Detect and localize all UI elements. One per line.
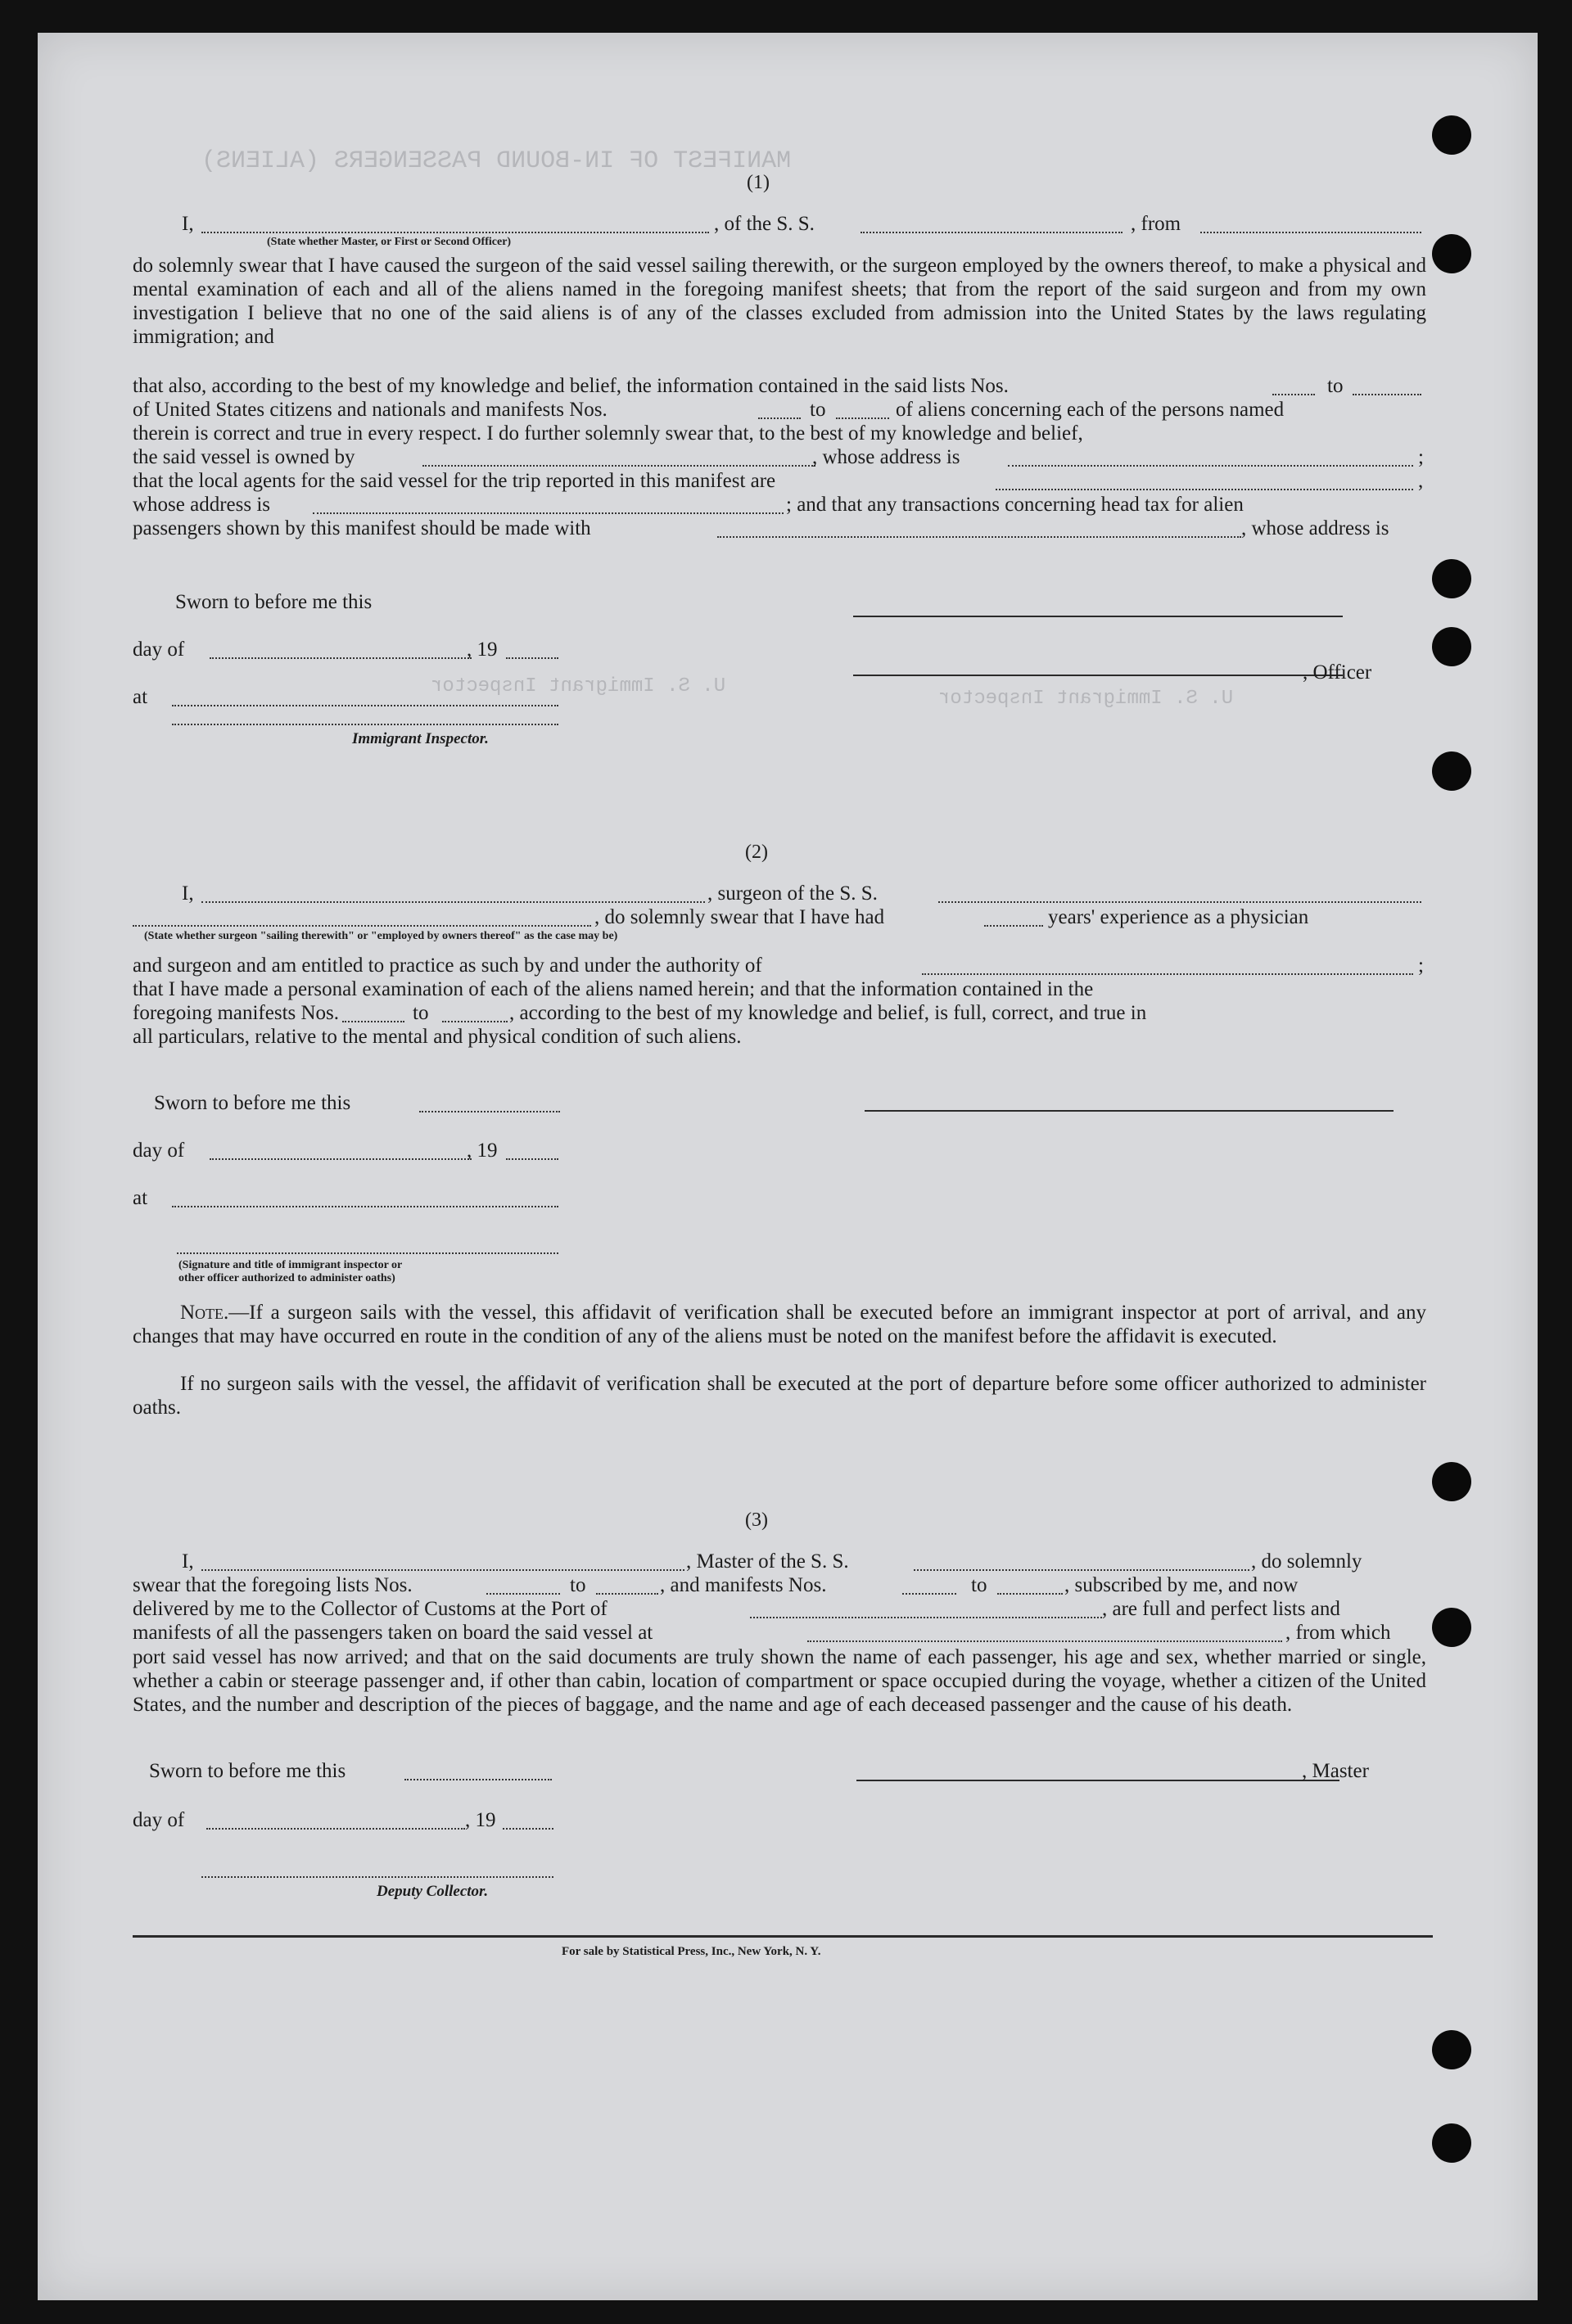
s2-note-paragraph-2: If no surgeon sails with the vessel, the affidavit of verification shall be executed at the port of departure before some officer authorized to administer oaths. bbox=[133, 1373, 1426, 1419]
s1-line-lists: that also, according to the best of my knowledge and belief, the information contained in the said lists Nos. bbox=[133, 375, 1009, 397]
s2-at-field[interactable] bbox=[172, 1206, 558, 1207]
s3-master-of-ss: , Master of the S. S. bbox=[686, 1550, 849, 1573]
s2-manifests-to: to bbox=[413, 1002, 429, 1024]
s2-vessel-name-field[interactable] bbox=[938, 901, 1421, 903]
s1-lists-to-field[interactable] bbox=[1353, 394, 1421, 395]
punch-hole bbox=[1432, 1462, 1471, 1501]
s2-sworn-label: Sworn to before me this bbox=[154, 1092, 351, 1114]
s3-manifests-from-field[interactable] bbox=[902, 1593, 956, 1595]
bleed-through-text: U. S. Immigrant Inspector bbox=[938, 688, 1234, 710]
s3-deputy-signature-line[interactable] bbox=[201, 1876, 553, 1878]
punch-hole bbox=[1432, 559, 1471, 598]
footer-imprint: For sale by Statistical Press, Inc., New York, N. Y. bbox=[562, 1945, 821, 1958]
s2-examination-line: that I have made a personal examination of each of the aliens named herein; and that the information contained in the bbox=[133, 978, 1094, 1000]
s2-year-field[interactable] bbox=[506, 1158, 558, 1160]
s3-master-signature-line[interactable] bbox=[856, 1780, 1339, 1781]
s3-lists-to-field[interactable] bbox=[596, 1593, 658, 1595]
s1-manifests-to-field[interactable] bbox=[836, 417, 889, 419]
punch-hole bbox=[1432, 627, 1471, 666]
s3-manifests-to: to bbox=[971, 1574, 987, 1596]
s1-lists-from-field[interactable] bbox=[1272, 394, 1315, 395]
s2-note-paragraph bbox=[133, 1301, 1426, 1348]
s1-year-label: , 19 bbox=[467, 639, 498, 661]
s2-note-text: —If a surgeon sails with the vessel, this affidavit of verification shall be executed before an immigrant inspector at port of arrival, and any changes that may have occurred en route in the condition of any of the aliens must be noted on the manifest before the affidavit is executed. bbox=[133, 1302, 1426, 1347]
s2-according: , according to the best of my knowledge and belief, is full, correct, and true in bbox=[509, 1002, 1147, 1024]
s1-at-field[interactable] bbox=[172, 705, 558, 706]
s2-manifests-from-field[interactable] bbox=[342, 1021, 404, 1022]
s1-manifests-to: to bbox=[810, 399, 826, 421]
s2-note-label: Note. bbox=[180, 1302, 229, 1324]
s1-agents-field[interactable] bbox=[996, 489, 1413, 490]
s1-inspector-signature-line[interactable] bbox=[172, 724, 558, 725]
s2-solemnly-swear: , do solemnly swear that I have had bbox=[594, 906, 885, 928]
s3-paragraph: port said vessel has now arrived; and that on the said documents are truly shown the name of each passenger, his age and sex, whether married or single, whether a cabin or steerage passenger and, if other than cabin, location of compartment or space occupied during the voyage, whether a citizen of the United States, and the number and description of the pieces of baggage, and the name and age of each deceased passenger and the cause of his death. bbox=[133, 1646, 1426, 1716]
s1-from-label: , from bbox=[1131, 213, 1181, 235]
punch-hole bbox=[1432, 115, 1471, 155]
s1-day-field[interactable] bbox=[210, 657, 472, 659]
s1-line-therein: therein is correct and true in every respect. I do further solemnly swear that, to the best of my knowledge and belief, bbox=[133, 422, 1083, 444]
s1-contact-address-label: , whose address is bbox=[1241, 517, 1389, 539]
punch-hole bbox=[1432, 751, 1471, 791]
s2-surgeon-name-field[interactable] bbox=[201, 901, 705, 903]
s3-subscribed: , subscribed by me, and now bbox=[1064, 1574, 1299, 1596]
s1-officer-name-field[interactable] bbox=[201, 232, 709, 233]
s2-years-experience: years' experience as a physician bbox=[1048, 906, 1309, 928]
s3-lists-from-field[interactable] bbox=[486, 1593, 560, 1595]
s1-paragraph: do solemnly swear that I have caused the surgeon of the said vessel sailing therewith, or the surgeon employed by the owners thereof, to make a physical and mental examination of each and all of the aliens named in the foregoing manifest sheets; that from the report of the said surgeon and from my own investigation I believe that no one of the said aliens is of any of the classes excluded from admission into the United States by the laws regulating immigration; and bbox=[133, 255, 1426, 348]
section-1-number: (1) bbox=[747, 172, 770, 193]
s3-boarding-port-field[interactable] bbox=[807, 1640, 1282, 1642]
s1-line-manifests: of United States citizens and nationals and manifests Nos. bbox=[133, 399, 608, 421]
s3-i-label: I, bbox=[182, 1550, 194, 1573]
s3-from-which: , from which bbox=[1285, 1622, 1391, 1644]
s2-surgeon-note: (State whether surgeon "sailing therewith" or "employed by owners thereof" as the case may be) bbox=[144, 930, 618, 942]
s3-lists-to: to bbox=[570, 1574, 586, 1596]
s3-sworn-field[interactable] bbox=[404, 1779, 552, 1780]
s3-swear-lists: swear that the foregoing lists Nos. bbox=[133, 1574, 413, 1596]
s3-manifests-line: manifests of all the passengers taken on board the said vessel at bbox=[133, 1622, 653, 1644]
s1-i-label: I, bbox=[182, 213, 194, 235]
s3-and-manifests: , and manifests Nos. bbox=[660, 1574, 827, 1596]
s1-owned-by: the said vessel is owned by bbox=[133, 446, 355, 468]
s2-day-of-label: day of bbox=[133, 1139, 185, 1162]
s1-aliens-concerning: of aliens concerning each of the persons named bbox=[896, 399, 1285, 421]
section-3-number: (3) bbox=[745, 1509, 768, 1531]
s2-at-label: at bbox=[133, 1187, 148, 1209]
s2-sworn-field[interactable] bbox=[419, 1111, 560, 1112]
s1-semicolon: ; bbox=[1418, 446, 1424, 468]
s2-manifests-label: foregoing manifests Nos. bbox=[133, 1002, 340, 1024]
s1-owner-field[interactable] bbox=[422, 465, 815, 467]
s3-sworn-label: Sworn to before me this bbox=[149, 1760, 346, 1782]
s1-year-field[interactable] bbox=[506, 657, 558, 659]
s1-owner-address-field[interactable] bbox=[1008, 465, 1413, 467]
s1-manifests-from-field[interactable] bbox=[758, 417, 801, 419]
s2-surgeon-signature-line[interactable] bbox=[865, 1110, 1394, 1112]
s2-i-label: I, bbox=[182, 882, 194, 905]
s1-head-tax-contact-field[interactable] bbox=[717, 536, 1241, 538]
s3-year-field[interactable] bbox=[503, 1828, 553, 1830]
s3-port-field[interactable] bbox=[750, 1617, 1102, 1618]
s1-agents-line: that the local agents for the said vessel for the trip reported in this manifest are bbox=[133, 470, 776, 492]
s2-inspector-signature-line[interactable] bbox=[177, 1252, 558, 1254]
s1-officer-note: (State whether Master, or First or Second Officer) bbox=[267, 236, 512, 248]
s3-year-label: , 19 bbox=[465, 1809, 496, 1831]
s1-agents-address-field[interactable] bbox=[313, 512, 784, 514]
bleed-through-text: U. S. Immigrant Inspector bbox=[431, 675, 726, 697]
s2-sig-note-1: (Signature and title of immigrant inspector or bbox=[178, 1259, 403, 1271]
s1-lists-to: to bbox=[1327, 375, 1344, 397]
document-page bbox=[38, 33, 1538, 2300]
punch-hole bbox=[1432, 2123, 1471, 2163]
s2-practice-line: and surgeon and am entitled to practice as such by and under the authority of bbox=[133, 954, 762, 977]
s1-officer-label: , Officer bbox=[1303, 661, 1372, 684]
s2-manifests-to-field[interactable] bbox=[442, 1021, 508, 1022]
s2-semicolon: ; bbox=[1418, 954, 1424, 977]
punch-hole bbox=[1432, 2030, 1471, 2069]
s1-passengers-line: passengers shown by this manifest should be made with bbox=[133, 517, 591, 539]
s1-at-label: at bbox=[133, 686, 148, 708]
punch-hole bbox=[1432, 1608, 1471, 1647]
s3-day-field[interactable] bbox=[206, 1828, 465, 1830]
s1-inspector-label: Immigrant Inspector. bbox=[352, 730, 489, 747]
s1-agents-address-label: whose address is bbox=[133, 494, 271, 516]
s1-officer-name-line[interactable] bbox=[853, 675, 1343, 676]
s1-comma: , bbox=[1418, 470, 1424, 492]
section-2-number: (2) bbox=[745, 842, 768, 863]
s2-year-label: , 19 bbox=[467, 1139, 498, 1162]
s1-owner-address-label: , whose address is bbox=[812, 446, 960, 468]
s3-do-solemnly: , do solemnly bbox=[1251, 1550, 1362, 1573]
s3-vessel-name-field[interactable] bbox=[914, 1569, 1249, 1571]
s2-sig-note-2: other officer authorized to administer oaths) bbox=[178, 1272, 395, 1284]
s1-officer-signature-line[interactable] bbox=[853, 616, 1343, 617]
s1-day-of-label: day of bbox=[133, 639, 185, 661]
s1-from-port-field[interactable] bbox=[1200, 232, 1421, 233]
s3-delivered-line: delivered by me to the Collector of Customs at the Port of bbox=[133, 1598, 608, 1620]
punch-hole bbox=[1432, 234, 1471, 273]
s3-master-label: , Master bbox=[1302, 1760, 1369, 1782]
bleed-through-text: MANIFEST OF IN-BOUND PASSENGERS (ALIENS) bbox=[201, 147, 792, 175]
s3-full-perfect: , are full and perfect lists and bbox=[1102, 1598, 1340, 1620]
s3-manifests-to-field[interactable] bbox=[997, 1593, 1063, 1595]
s1-head-tax-line: ; and that any transactions concerning head tax for alien bbox=[786, 494, 1244, 516]
footer-rule bbox=[133, 1935, 1433, 1938]
s2-particulars-line: all particulars, relative to the mental and physical condition of such aliens. bbox=[133, 1026, 742, 1048]
s1-vessel-name-field[interactable] bbox=[861, 232, 1123, 233]
s3-deputy-label: Deputy Collector. bbox=[377, 1883, 489, 1900]
s2-day-field[interactable] bbox=[210, 1158, 472, 1160]
s1-of-ss-label: , of the S. S. bbox=[714, 213, 815, 235]
s2-years-field[interactable] bbox=[984, 925, 1043, 927]
s3-day-of-label: day of bbox=[133, 1809, 185, 1831]
s2-surgeon-type-field[interactable] bbox=[133, 925, 591, 927]
s2-surgeon-of-ss: , surgeon of the S. S. bbox=[707, 882, 878, 905]
s1-sworn-label: Sworn to before me this bbox=[175, 591, 373, 613]
s2-authority-field[interactable] bbox=[922, 973, 1413, 975]
s3-master-name-field[interactable] bbox=[201, 1569, 684, 1571]
